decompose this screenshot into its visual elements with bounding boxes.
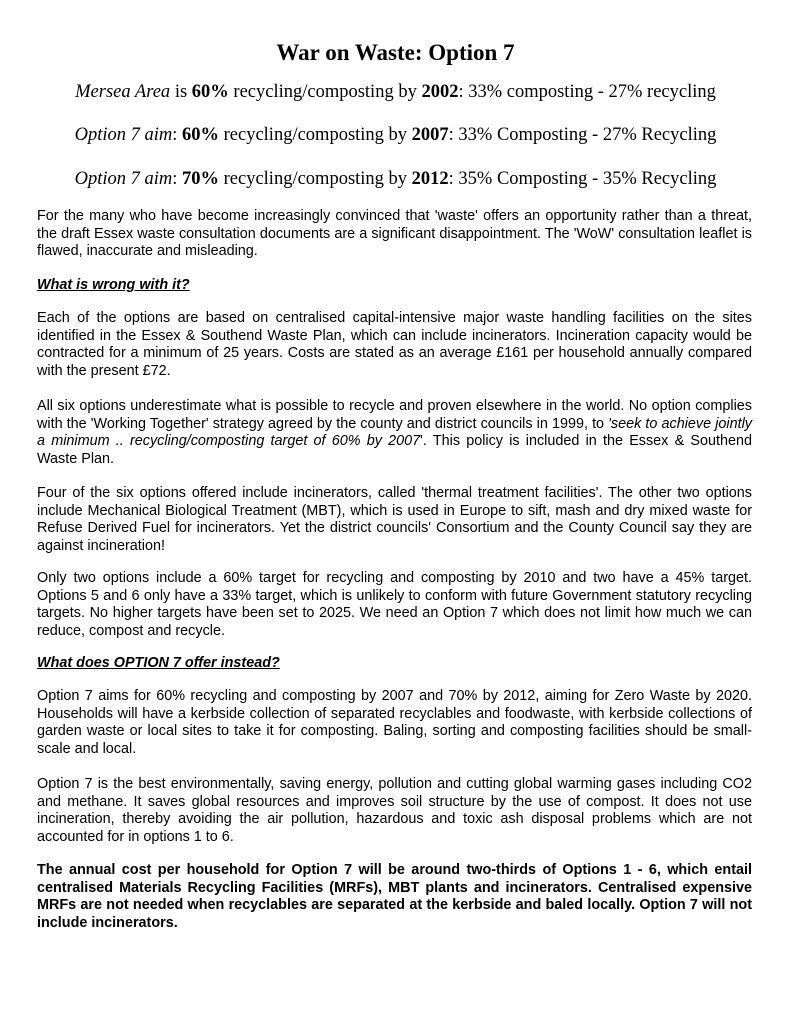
- heading-what-is-wrong: What is wrong with it?: [37, 277, 190, 293]
- paragraph-six-options: All six options underestimate what is possible to recycle and proven elsewhere in the world. No option complies with the 'Working Together' strategy agreed by the county and district councils in 1999, to 'seek to achieve jointly a minimum .. recycling/composting target of 60% by 2007'. This policy is included in the Essex & Southend Waste Plan.: [37, 398, 752, 467]
- aim-year: 2002: [421, 82, 459, 102]
- aim-percent: 60%: [182, 125, 219, 145]
- aim-percent: 60%: [191, 82, 229, 102]
- paragraph-annual-cost: The annual cost per household for Option 7 will be around two-thirds of Options 1 - 6, which entail centralised Materials Recycling Facilities (MRFs), MBT plants and incinerators. Centralised expensive MRFs are not needed when recyclables are separated at the kerbside and baled locally. Option 7 will not include incinerators.: [37, 862, 752, 931]
- paragraph-option7-aims: Option 7 aims for 60% recycling and composting by 2007 and 70% by 2012, aiming for Zero Waste by 2020. Households will have a kerbside collection of separated recyclables and foodwaste, with kerbside collections of garden waste or local sites to take it for composting. Baling, sorting and composting facilities should be small-scale and local.: [37, 688, 752, 757]
- intro-paragraph: For the many who have become increasingly convinced that 'waste' offers an opportunity rather than a threat, the draft Essex waste consultation documents are a significant disappointment. The 'WoW' consultation leaflet is flawed, inaccurate and misleading.: [37, 208, 752, 260]
- heading-option7-offer: What does OPTION 7 offer instead?: [37, 655, 280, 671]
- aim-label: Option 7 aim: [74, 169, 173, 189]
- paragraph-incinerators: Four of the six options offered include incinerators, called 'thermal treatment facilities'. The other two options include Mechanical Biological Treatment (MBT), which is used in Europe to sift, mash and dry mixed waste for Refuse Derived Fuel for incinerators. Yet the district councils' Consortium and the County Council say they are against incineration!: [37, 485, 752, 554]
- policy-quote: 'seek to achieve jointly a minimum .. recycling/composting target of 60% by 2007: [37, 415, 752, 450]
- aim-label: Option 7 aim: [74, 125, 173, 145]
- aim-year: 2012: [411, 169, 449, 189]
- aim-percent: 70%: [182, 169, 219, 189]
- paragraph-environment: Option 7 is the best environmentally, saving energy, pollution and cutting global warming gases including CO2 and methane. It saves global resources and improves soil structure by the use of compost. It does not use incineration, thereby avoiding the air pollution, hazardous and toxic ash disposal problems which are not accounted for in options 1 to 6.: [37, 776, 752, 845]
- aim-line-2012: Option 7 aim: 70% recycling/composting by 2012: 35% Composting - 35% Recycling: [74, 169, 717, 189]
- paragraph-targets: Only two options include a 60% target for recycling and composting by 2010 and two have a 45% target. Options 5 and 6 only have a 33% target, which is unlikely to conform with future Government statutory recycling targets. No higher targets have been set to 2025. We need an Option 7 which does not limit how much we can reduce, compost and recycle.: [37, 570, 752, 639]
- aim-year: 2007: [411, 125, 449, 145]
- aim-label: Mersea Area: [75, 82, 171, 102]
- aim-line-2007: Option 7 aim: 60% recycling/composting by 2007: 33% Composting - 27% Recycling: [74, 125, 717, 145]
- page-title: War on Waste: Option 7: [276, 40, 515, 65]
- paragraph-centralised: Each of the options are based on centralised capital-intensive major waste handling facilities on the sites identified in the Essex & Southend Waste Plan, which can include incinerators. Incineration capacity would be contracted for a minimum of 25 years. Costs are stated as an average £161 per household annually compared with the present £72.: [37, 310, 752, 379]
- aim-line-mersea: Mersea Area is 60% recycling/composting by 2002: 33% composting - 27% recycling: [75, 82, 716, 102]
